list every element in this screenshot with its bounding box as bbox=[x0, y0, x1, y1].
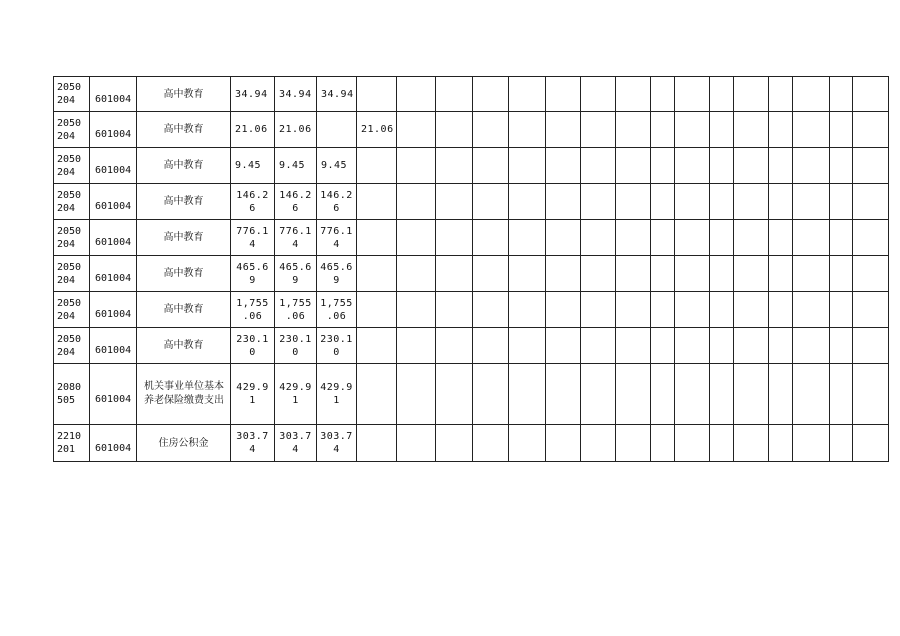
amount-project-cell bbox=[357, 77, 397, 112]
department-code-cell: 601004 bbox=[90, 425, 137, 462]
empty-cell bbox=[509, 184, 546, 220]
empty-cell bbox=[853, 184, 889, 220]
empty-cell bbox=[830, 77, 853, 112]
empty-cell bbox=[710, 220, 734, 256]
empty-cell bbox=[546, 77, 581, 112]
budget-table bbox=[53, 76, 889, 462]
empty-cell bbox=[581, 148, 616, 184]
empty-cell bbox=[793, 184, 830, 220]
amount-basic-cell: 34.94 bbox=[317, 77, 357, 112]
empty-cell bbox=[769, 328, 793, 364]
amount-basic-cell: 230.1 0 bbox=[317, 328, 357, 364]
empty-cell bbox=[397, 148, 436, 184]
amount-total-cell: 1,755 .06 bbox=[231, 292, 275, 328]
empty-cell bbox=[581, 184, 616, 220]
empty-cell bbox=[793, 112, 830, 148]
empty-cell bbox=[675, 425, 710, 462]
empty-cell bbox=[675, 184, 710, 220]
empty-cell bbox=[397, 112, 436, 148]
amount-total-cell: 776.1 4 bbox=[231, 220, 275, 256]
empty-cell bbox=[397, 292, 436, 328]
empty-cell bbox=[546, 425, 581, 462]
empty-cell bbox=[734, 292, 769, 328]
empty-cell bbox=[509, 148, 546, 184]
empty-cell bbox=[710, 256, 734, 292]
empty-cell bbox=[769, 220, 793, 256]
empty-cell bbox=[830, 184, 853, 220]
department-code-cell: 601004 bbox=[90, 256, 137, 292]
empty-cell bbox=[769, 148, 793, 184]
table-row bbox=[54, 292, 889, 328]
table-row bbox=[54, 77, 889, 112]
empty-cell bbox=[734, 77, 769, 112]
department-code-cell: 601004 bbox=[90, 77, 137, 112]
empty-cell bbox=[710, 364, 734, 425]
empty-cell bbox=[473, 364, 509, 425]
empty-cell bbox=[581, 292, 616, 328]
empty-cell bbox=[793, 328, 830, 364]
empty-cell bbox=[651, 364, 675, 425]
empty-cell bbox=[509, 292, 546, 328]
amount-total-cell: 34.94 bbox=[231, 77, 275, 112]
amount-total-cell: 146.2 6 bbox=[231, 184, 275, 220]
amount-subtotal-cell: 429.9 1 bbox=[275, 364, 317, 425]
department-code-cell: 601004 bbox=[90, 220, 137, 256]
department-code-cell: 601004 bbox=[90, 292, 137, 328]
empty-cell bbox=[651, 148, 675, 184]
table-body bbox=[54, 77, 889, 462]
subject-code-cell: 2050 204 bbox=[54, 220, 90, 256]
amount-basic-cell bbox=[317, 112, 357, 148]
subject-code-cell: 2050 204 bbox=[54, 148, 90, 184]
empty-cell bbox=[675, 77, 710, 112]
amount-project-cell bbox=[357, 148, 397, 184]
subject-name-cell: 高中教育 bbox=[137, 256, 231, 292]
subject-name-cell: 高中教育 bbox=[137, 184, 231, 220]
table-row bbox=[54, 364, 889, 425]
empty-cell bbox=[509, 256, 546, 292]
empty-cell bbox=[397, 220, 436, 256]
empty-cell bbox=[710, 425, 734, 462]
empty-cell bbox=[473, 328, 509, 364]
amount-basic-cell: 146.2 6 bbox=[317, 184, 357, 220]
empty-cell bbox=[853, 364, 889, 425]
empty-cell bbox=[473, 256, 509, 292]
empty-cell bbox=[546, 328, 581, 364]
table-row bbox=[54, 184, 889, 220]
empty-cell bbox=[651, 256, 675, 292]
table-row bbox=[54, 148, 889, 184]
table-row bbox=[54, 220, 889, 256]
empty-cell bbox=[397, 425, 436, 462]
empty-cell bbox=[651, 184, 675, 220]
empty-cell bbox=[616, 292, 651, 328]
empty-cell bbox=[651, 112, 675, 148]
subject-name-cell: 住房公积金 bbox=[137, 425, 231, 462]
empty-cell bbox=[793, 425, 830, 462]
amount-project-cell bbox=[357, 184, 397, 220]
amount-total-cell: 465.6 9 bbox=[231, 256, 275, 292]
amount-subtotal-cell: 230.1 0 bbox=[275, 328, 317, 364]
empty-cell bbox=[546, 184, 581, 220]
amount-project-cell bbox=[357, 425, 397, 462]
empty-cell bbox=[675, 292, 710, 328]
empty-cell bbox=[397, 184, 436, 220]
empty-cell bbox=[616, 184, 651, 220]
empty-cell bbox=[546, 220, 581, 256]
amount-basic-cell: 9.45 bbox=[317, 148, 357, 184]
empty-cell bbox=[473, 425, 509, 462]
empty-cell bbox=[509, 220, 546, 256]
amount-project-cell bbox=[357, 220, 397, 256]
empty-cell bbox=[616, 77, 651, 112]
empty-cell bbox=[651, 292, 675, 328]
empty-cell bbox=[710, 328, 734, 364]
empty-cell bbox=[793, 220, 830, 256]
empty-cell bbox=[710, 292, 734, 328]
empty-cell bbox=[397, 328, 436, 364]
empty-cell bbox=[830, 148, 853, 184]
table-row bbox=[54, 425, 889, 462]
empty-cell bbox=[675, 220, 710, 256]
empty-cell bbox=[436, 184, 473, 220]
empty-cell bbox=[675, 112, 710, 148]
amount-total-cell: 303.7 4 bbox=[231, 425, 275, 462]
empty-cell bbox=[769, 364, 793, 425]
empty-cell bbox=[734, 256, 769, 292]
empty-cell bbox=[734, 364, 769, 425]
empty-cell bbox=[675, 148, 710, 184]
empty-cell bbox=[769, 184, 793, 220]
empty-cell bbox=[473, 112, 509, 148]
empty-cell bbox=[581, 328, 616, 364]
empty-cell bbox=[853, 425, 889, 462]
amount-basic-cell: 776.1 4 bbox=[317, 220, 357, 256]
empty-cell bbox=[853, 112, 889, 148]
table-row bbox=[54, 256, 889, 292]
empty-cell bbox=[546, 148, 581, 184]
empty-cell bbox=[830, 256, 853, 292]
subject-code-cell: 2080 505 bbox=[54, 364, 90, 425]
amount-basic-cell: 465.6 9 bbox=[317, 256, 357, 292]
empty-cell bbox=[546, 364, 581, 425]
empty-cell bbox=[436, 256, 473, 292]
subject-code-cell: 2050 204 bbox=[54, 256, 90, 292]
empty-cell bbox=[769, 292, 793, 328]
amount-subtotal-cell: 9.45 bbox=[275, 148, 317, 184]
amount-project-cell bbox=[357, 364, 397, 425]
empty-cell bbox=[616, 364, 651, 425]
empty-cell bbox=[734, 328, 769, 364]
empty-cell bbox=[581, 256, 616, 292]
empty-cell bbox=[616, 256, 651, 292]
empty-cell bbox=[675, 328, 710, 364]
empty-cell bbox=[546, 292, 581, 328]
subject-name-cell: 高中教育 bbox=[137, 292, 231, 328]
empty-cell bbox=[710, 148, 734, 184]
subject-code-cell: 2050 204 bbox=[54, 328, 90, 364]
empty-cell bbox=[473, 184, 509, 220]
amount-basic-cell: 429.9 1 bbox=[317, 364, 357, 425]
subject-code-cell: 2050 204 bbox=[54, 112, 90, 148]
empty-cell bbox=[830, 292, 853, 328]
amount-subtotal-cell: 21.06 bbox=[275, 112, 317, 148]
amount-total-cell: 9.45 bbox=[231, 148, 275, 184]
department-code-cell: 601004 bbox=[90, 184, 137, 220]
empty-cell bbox=[473, 292, 509, 328]
department-code-cell: 601004 bbox=[90, 328, 137, 364]
empty-cell bbox=[581, 112, 616, 148]
amount-project-cell bbox=[357, 328, 397, 364]
empty-cell bbox=[436, 148, 473, 184]
empty-cell bbox=[853, 328, 889, 364]
amount-total-cell: 21.06 bbox=[231, 112, 275, 148]
table-row bbox=[54, 112, 889, 148]
table-row bbox=[54, 328, 889, 364]
empty-cell bbox=[473, 77, 509, 112]
subject-code-cell: 2210 201 bbox=[54, 425, 90, 462]
empty-cell bbox=[651, 220, 675, 256]
amount-subtotal-cell: 146.2 6 bbox=[275, 184, 317, 220]
amount-basic-cell: 303.7 4 bbox=[317, 425, 357, 462]
empty-cell bbox=[793, 256, 830, 292]
empty-cell bbox=[436, 220, 473, 256]
empty-cell bbox=[436, 112, 473, 148]
empty-cell bbox=[546, 256, 581, 292]
empty-cell bbox=[734, 112, 769, 148]
empty-cell bbox=[793, 292, 830, 328]
empty-cell bbox=[509, 77, 546, 112]
empty-cell bbox=[793, 77, 830, 112]
empty-cell bbox=[473, 220, 509, 256]
department-code-cell: 601004 bbox=[90, 148, 137, 184]
amount-total-cell: 429.9 1 bbox=[231, 364, 275, 425]
department-code-cell: 601004 bbox=[90, 112, 137, 148]
amount-total-cell: 230.1 0 bbox=[231, 328, 275, 364]
subject-name-cell: 高中教育 bbox=[137, 328, 231, 364]
empty-cell bbox=[710, 184, 734, 220]
subject-code-cell: 2050 204 bbox=[54, 184, 90, 220]
amount-project-cell bbox=[357, 292, 397, 328]
empty-cell bbox=[710, 112, 734, 148]
empty-cell bbox=[581, 364, 616, 425]
empty-cell bbox=[616, 148, 651, 184]
empty-cell bbox=[616, 220, 651, 256]
empty-cell bbox=[509, 328, 546, 364]
empty-cell bbox=[436, 328, 473, 364]
empty-cell bbox=[473, 148, 509, 184]
empty-cell bbox=[436, 425, 473, 462]
empty-cell bbox=[397, 77, 436, 112]
empty-cell bbox=[734, 220, 769, 256]
empty-cell bbox=[616, 328, 651, 364]
empty-cell bbox=[734, 425, 769, 462]
empty-cell bbox=[581, 425, 616, 462]
empty-cell bbox=[397, 256, 436, 292]
subject-code-cell: 2050 204 bbox=[54, 292, 90, 328]
empty-cell bbox=[830, 112, 853, 148]
subject-name-cell: 机关事业单位基本养老保险缴费支出 bbox=[137, 364, 231, 425]
empty-cell bbox=[830, 220, 853, 256]
subject-name-cell: 高中教育 bbox=[137, 112, 231, 148]
empty-cell bbox=[436, 364, 473, 425]
empty-cell bbox=[769, 425, 793, 462]
empty-cell bbox=[436, 292, 473, 328]
empty-cell bbox=[397, 364, 436, 425]
empty-cell bbox=[651, 425, 675, 462]
empty-cell bbox=[769, 112, 793, 148]
subject-code-cell: 2050 204 bbox=[54, 77, 90, 112]
amount-subtotal-cell: 34.94 bbox=[275, 77, 317, 112]
empty-cell bbox=[853, 256, 889, 292]
empty-cell bbox=[616, 425, 651, 462]
department-code-cell: 601004 bbox=[90, 364, 137, 425]
amount-subtotal-cell: 465.6 9 bbox=[275, 256, 317, 292]
empty-cell bbox=[675, 256, 710, 292]
empty-cell bbox=[830, 328, 853, 364]
empty-cell bbox=[793, 364, 830, 425]
empty-cell bbox=[830, 425, 853, 462]
empty-cell bbox=[830, 364, 853, 425]
amount-basic-cell: 1,755 .06 bbox=[317, 292, 357, 328]
empty-cell bbox=[853, 77, 889, 112]
empty-cell bbox=[509, 364, 546, 425]
empty-cell bbox=[581, 220, 616, 256]
empty-cell bbox=[769, 256, 793, 292]
amount-project-cell bbox=[357, 256, 397, 292]
empty-cell bbox=[675, 364, 710, 425]
empty-cell bbox=[710, 77, 734, 112]
empty-cell bbox=[651, 77, 675, 112]
empty-cell bbox=[734, 184, 769, 220]
empty-cell bbox=[793, 148, 830, 184]
subject-name-cell: 高中教育 bbox=[137, 77, 231, 112]
empty-cell bbox=[436, 77, 473, 112]
empty-cell bbox=[853, 148, 889, 184]
subject-name-cell: 高中教育 bbox=[137, 148, 231, 184]
amount-project-cell: 21.06 bbox=[357, 112, 397, 148]
empty-cell bbox=[546, 112, 581, 148]
empty-cell bbox=[651, 328, 675, 364]
empty-cell bbox=[853, 220, 889, 256]
amount-subtotal-cell: 776.1 4 bbox=[275, 220, 317, 256]
empty-cell bbox=[509, 112, 546, 148]
amount-subtotal-cell: 1,755 .06 bbox=[275, 292, 317, 328]
empty-cell bbox=[769, 77, 793, 112]
empty-cell bbox=[581, 77, 616, 112]
empty-cell bbox=[509, 425, 546, 462]
empty-cell bbox=[853, 292, 889, 328]
amount-subtotal-cell: 303.7 4 bbox=[275, 425, 317, 462]
empty-cell bbox=[616, 112, 651, 148]
empty-cell bbox=[734, 148, 769, 184]
subject-name-cell: 高中教育 bbox=[137, 220, 231, 256]
